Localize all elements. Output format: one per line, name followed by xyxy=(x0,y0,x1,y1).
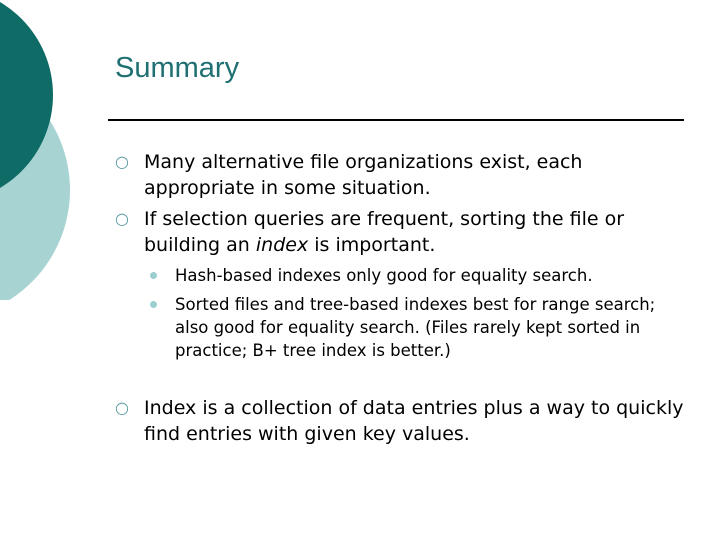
bullet-text xyxy=(144,206,684,258)
dot-bullet-icon xyxy=(150,301,157,308)
decorative-circles xyxy=(0,0,80,300)
sub-bullet-item xyxy=(150,264,680,287)
ring-bullet-icon: ○ xyxy=(115,209,129,228)
bullet-item xyxy=(115,395,684,447)
sub-bullet-item xyxy=(150,293,680,362)
bullet-item xyxy=(115,206,675,258)
bullet-text: Index is a collection of data entries plus a way to quickly find entries with given key values. xyxy=(144,397,684,445)
bullet-text: Many alternative file organizations exist, each appropriate in some situation. xyxy=(144,151,583,199)
ring-bullet-icon: ○ xyxy=(115,398,129,417)
bullet-item xyxy=(115,149,675,201)
bullet-text-part: If selection queries are frequent, sorting the file or building an xyxy=(144,208,625,256)
emphasized-term: index xyxy=(255,234,309,256)
title-divider xyxy=(108,119,684,121)
sub-bullet-text: Hash-based indexes only good for equality search. xyxy=(175,266,593,285)
dot-bullet-icon xyxy=(150,272,157,279)
slide-title: Summary xyxy=(115,52,240,84)
bullet-text-part: is important. xyxy=(308,234,436,256)
sub-bullet-text: Sorted files and tree-based indexes best for range search; also good for equality search. (Files rarely kept sorted in practice; B+ tree index is better.) xyxy=(175,295,656,360)
ring-bullet-icon: ○ xyxy=(115,152,129,171)
